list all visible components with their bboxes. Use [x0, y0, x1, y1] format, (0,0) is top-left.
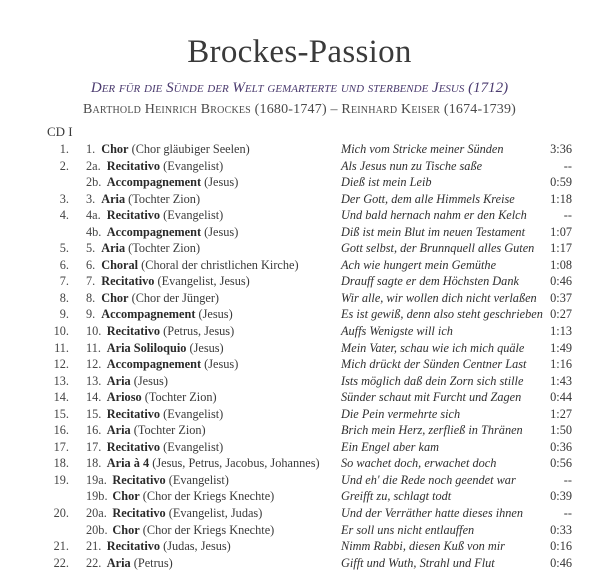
track-duration: 0:37 — [550, 290, 572, 305]
text-incipit: Mich vom Stricke meiner Sünden — [341, 142, 504, 156]
track-number: 1. — [59, 142, 69, 156]
movement-description — [112, 488, 274, 505]
movement-form: Aria — [101, 241, 126, 256]
movement-number: 19a. — [86, 472, 107, 487]
text-incipit: Gifft und Wuth, Strahl und Flut — [341, 555, 495, 570]
track-row — [0, 323, 599, 340]
text-incipit: Ach wie hungert mein Gemüthe — [341, 257, 497, 272]
track-number: 22. — [53, 555, 69, 570]
track-row — [0, 422, 599, 439]
movement-number: 4a. — [86, 208, 101, 223]
movement-number: 2a. — [86, 158, 101, 173]
text-incipit: Nimm Rabbi, diesen Kuß von mir — [341, 539, 505, 554]
movement-number: 16. — [86, 423, 102, 438]
composer-credits: Barthold Heinrich Brockes (1680-1747) – Reinhard Keiser (1674-1739) — [82, 102, 517, 117]
movement-description — [107, 439, 223, 456]
track-duration: -- — [563, 158, 572, 173]
track-number: 6. — [59, 257, 69, 272]
track-duration: 1:07 — [550, 224, 572, 239]
movement-number: 20a. — [86, 506, 107, 521]
movement-number: 12. — [86, 357, 102, 372]
movement-description — [107, 158, 223, 175]
movement-form: Accompagnement — [106, 224, 202, 239]
track-number: 14. — [53, 390, 69, 405]
movement-form: Recitativo — [106, 439, 161, 454]
track-duration: 1:27 — [550, 406, 572, 421]
movement-roles: (Tochter Zion) — [133, 423, 206, 438]
track-number: 9. — [59, 307, 69, 322]
track-row — [0, 207, 599, 224]
track-row — [0, 389, 599, 406]
track-row — [0, 306, 599, 323]
movement-roles: (Jesus) — [198, 307, 233, 322]
track-number: 16. — [53, 423, 69, 438]
track-duration: 1:50 — [550, 423, 572, 438]
movement-roles: (Chor der Jünger) — [131, 290, 220, 305]
track-duration: 1:18 — [550, 191, 572, 206]
track-row — [0, 356, 599, 373]
text-incipit: Mich drückt der Sünden Centner Last — [341, 357, 527, 372]
track-duration: 1:13 — [550, 324, 572, 339]
movement-form: Chor — [101, 142, 129, 156]
movement-form: Accompagnement — [101, 307, 196, 322]
movement-form: Recitativo — [112, 472, 166, 487]
track-number: 2. — [59, 158, 69, 173]
track-duration: 0:46 — [550, 274, 572, 289]
track-duration: 1:49 — [550, 340, 572, 355]
text-incipit: Mein Vater, schau wie ich mich quäle — [341, 340, 525, 355]
movement-description — [107, 207, 223, 224]
movement-roles: (Evangelist) — [163, 208, 224, 223]
movement-description — [107, 373, 168, 390]
text-incipit: Und der Verräther hatte dieses ihnen — [341, 506, 524, 521]
track-duration: -- — [563, 506, 572, 521]
movement-description — [101, 141, 250, 158]
movement-description — [107, 389, 217, 406]
track-number: 5. — [59, 241, 69, 256]
text-incipit: Drauff sagte er dem Höchsten Dank — [341, 274, 519, 289]
track-duration: 0:59 — [550, 175, 572, 190]
movement-roles: (Tochter Zion) — [144, 390, 217, 405]
movement-number: 17. — [86, 439, 102, 454]
track-number: 15. — [53, 406, 69, 421]
cd-label: CD I — [47, 124, 73, 139]
track-row — [0, 340, 599, 357]
track-duration: 0:36 — [550, 439, 572, 454]
text-incipit: Brich mein Herz, zerfließ in Thränen — [341, 423, 523, 438]
movement-roles: (Chor der Kriegs Knechte) — [142, 489, 275, 504]
track-row — [0, 439, 599, 456]
movement-roles: (Jesus) — [204, 224, 239, 239]
movement-roles: (Jesus) — [204, 357, 239, 372]
track-duration: 0:46 — [550, 555, 572, 570]
movement-roles: (Evangelist) — [163, 439, 224, 454]
movement-number: 13. — [86, 373, 102, 388]
text-incipit: Ein Engel aber kam — [341, 439, 440, 454]
movement-form: Aria à 4 — [106, 456, 150, 471]
text-incipit: Auffs Wenigste will ich — [341, 324, 453, 339]
track-duration: 0:56 — [550, 456, 572, 471]
movement-description — [107, 538, 231, 555]
text-incipit: Er soll uns nicht entlauffen — [341, 522, 475, 537]
track-row — [0, 290, 599, 307]
track-number: 19. — [53, 472, 69, 487]
track-row — [0, 505, 599, 522]
track-duration: 0:16 — [550, 539, 572, 554]
movement-description — [101, 273, 250, 290]
track-duration: 1:08 — [550, 257, 572, 272]
work-subtitle: Der für die Sünde der Welt gemarterte und sterbende Jesus (1712) — [90, 80, 509, 96]
track-number: 12. — [53, 357, 69, 372]
movement-roles: (Chor gläubiger Seelen) — [131, 142, 250, 156]
movement-form: Aria — [106, 423, 131, 438]
movement-number: 19b. — [86, 489, 108, 504]
text-incipit: So wachet doch, erwachet doch — [341, 456, 497, 471]
movement-number: 2b. — [86, 175, 102, 190]
track-row — [0, 455, 599, 472]
movement-number: 5. — [86, 241, 96, 256]
track-row — [0, 257, 599, 274]
track-row — [0, 406, 599, 423]
movement-description — [101, 191, 200, 208]
movement-description — [107, 323, 234, 340]
movement-roles: (Choral der christlichen Kirche) — [141, 257, 299, 272]
movement-number: 9. — [86, 307, 96, 322]
movement-description — [101, 306, 233, 323]
text-incipit: Und eh' die Rede noch geendet war — [341, 472, 516, 487]
movement-form: Arioso — [106, 390, 142, 405]
track-row — [0, 224, 599, 241]
movement-roles: (Jesus, Petrus, Jacobus, Johannes) — [152, 456, 320, 471]
track-duration: -- — [563, 472, 572, 487]
track-duration: -- — [563, 208, 572, 223]
track-number: 3. — [59, 191, 69, 206]
track-row — [0, 488, 599, 505]
movement-form: Aria — [106, 555, 131, 570]
track-duration: 0:39 — [550, 489, 572, 504]
movement-roles: (Jesus) — [189, 340, 224, 355]
movement-form: Recitativo — [106, 158, 161, 173]
track-row — [0, 158, 599, 175]
track-number: 8. — [59, 290, 69, 305]
track-number: 7. — [59, 274, 69, 289]
movement-description — [107, 422, 206, 439]
movement-form: Recitativo — [106, 539, 161, 554]
track-number: 17. — [53, 439, 69, 454]
page-title: Brockes-Passion — [187, 34, 412, 70]
movement-roles: (Evangelist, Judas) — [168, 506, 263, 521]
track-number: 11. — [54, 340, 69, 355]
movement-number: 18. — [86, 456, 102, 471]
movement-form: Recitativo — [106, 208, 161, 223]
movement-description — [107, 406, 223, 423]
movement-roles: (Judas, Jesus) — [163, 539, 231, 554]
movement-number: 20b. — [86, 522, 108, 537]
track-row — [0, 174, 599, 191]
movement-form: Accompagnement — [106, 357, 202, 372]
track-row — [0, 240, 599, 257]
movement-roles: (Evangelist, Jesus) — [157, 274, 250, 289]
movement-form: Recitativo — [106, 324, 161, 339]
movement-number: 4b. — [86, 224, 102, 239]
movement-roles: (Tochter Zion) — [128, 191, 201, 206]
movement-form: Chor — [112, 522, 140, 537]
text-incipit: Ists möglich daß dein Zorn sich stille — [341, 373, 524, 388]
movement-form: Recitativo — [112, 506, 166, 521]
movement-form: Aria — [106, 373, 131, 388]
movement-roles: (Evangelist) — [168, 472, 229, 487]
track-row — [0, 538, 599, 555]
text-incipit: Und bald hernach nahm er den Kelch — [341, 208, 527, 223]
movement-roles: (Jesus) — [204, 175, 239, 190]
movement-form: Chor — [101, 290, 129, 305]
track-duration: 1:16 — [550, 357, 572, 372]
movement-number: 3. — [86, 191, 96, 206]
movement-number: 1. — [86, 142, 96, 156]
movement-form: Accompagnement — [106, 175, 202, 190]
text-incipit: Sünder schaut mit Furcht und Zagen — [341, 390, 522, 405]
track-row — [0, 191, 599, 208]
track-duration: 1:43 — [550, 373, 572, 388]
track-number: 4. — [59, 208, 69, 223]
movement-number: 15. — [86, 406, 102, 421]
track-duration: 0:27 — [550, 307, 572, 322]
movement-description — [112, 522, 274, 539]
text-incipit: Diß ist mein Blut im neuen Testament — [341, 224, 525, 239]
movement-description — [107, 174, 239, 191]
track-number: 20. — [53, 506, 69, 521]
movement-description — [107, 224, 239, 241]
text-incipit: Als Jesus nun zu Tische saße — [341, 158, 483, 173]
track-row — [0, 373, 599, 390]
movement-description — [112, 472, 228, 489]
track-number: 13. — [53, 373, 69, 388]
movement-form: Aria — [101, 191, 126, 206]
movement-description — [101, 257, 298, 274]
movement-description — [112, 505, 262, 522]
track-row — [0, 141, 599, 158]
text-incipit: Der Gott, dem alle Himmels Kreise — [341, 191, 515, 206]
track-row — [0, 472, 599, 489]
movement-roles: (Petrus) — [133, 555, 173, 570]
text-incipit: Die Pein vermehrte sich — [341, 406, 461, 421]
movement-number: 21. — [86, 539, 102, 554]
track-number: 18. — [53, 456, 69, 471]
movement-description — [107, 455, 320, 472]
movement-number: 11. — [86, 340, 101, 355]
text-incipit: Wir alle, wir wollen dich nicht verlaßen — [341, 290, 537, 305]
movement-roles: (Chor der Kriegs Knechte) — [142, 522, 275, 537]
movement-form: Aria Soliloquio — [106, 340, 187, 355]
movement-form: Choral — [101, 257, 139, 272]
track-list — [0, 141, 599, 571]
movement-roles: (Tochter Zion) — [128, 241, 201, 256]
movement-form: Recitativo — [101, 274, 155, 289]
movement-roles: (Petrus, Jesus) — [163, 324, 235, 339]
movement-number: 8. — [86, 290, 96, 305]
movement-number: 10. — [86, 324, 102, 339]
movement-roles: (Evangelist) — [163, 158, 224, 173]
text-incipit: Gott selbst, der Brunnquell alles Guten — [341, 241, 535, 256]
track-duration: 0:33 — [550, 522, 572, 537]
text-incipit: Dieß ist mein Leib — [341, 175, 432, 190]
movement-number: 6. — [86, 257, 96, 272]
movement-description — [101, 290, 219, 307]
track-duration: 3:36 — [550, 142, 572, 156]
track-duration: 1:17 — [550, 241, 572, 256]
movement-number: 14. — [86, 390, 102, 405]
movement-number: 7. — [86, 274, 96, 289]
track-row — [0, 522, 599, 539]
movement-form: Chor — [112, 489, 140, 504]
movement-number: 22. — [86, 555, 102, 570]
track-duration: 0:44 — [550, 390, 572, 405]
track-number: 10. — [53, 324, 69, 339]
movement-roles: (Evangelist) — [163, 406, 224, 421]
text-incipit: Greifft zu, schlagt todt — [341, 489, 452, 504]
movement-form: Recitativo — [106, 406, 161, 421]
movement-description — [107, 356, 239, 373]
movement-description — [107, 340, 224, 357]
movement-description — [101, 240, 200, 257]
track-row — [0, 273, 599, 290]
movement-roles: (Jesus) — [133, 373, 168, 388]
text-incipit: Es ist gewiß, denn also steht geschrieben — [341, 307, 543, 322]
track-number: 21. — [53, 539, 69, 554]
